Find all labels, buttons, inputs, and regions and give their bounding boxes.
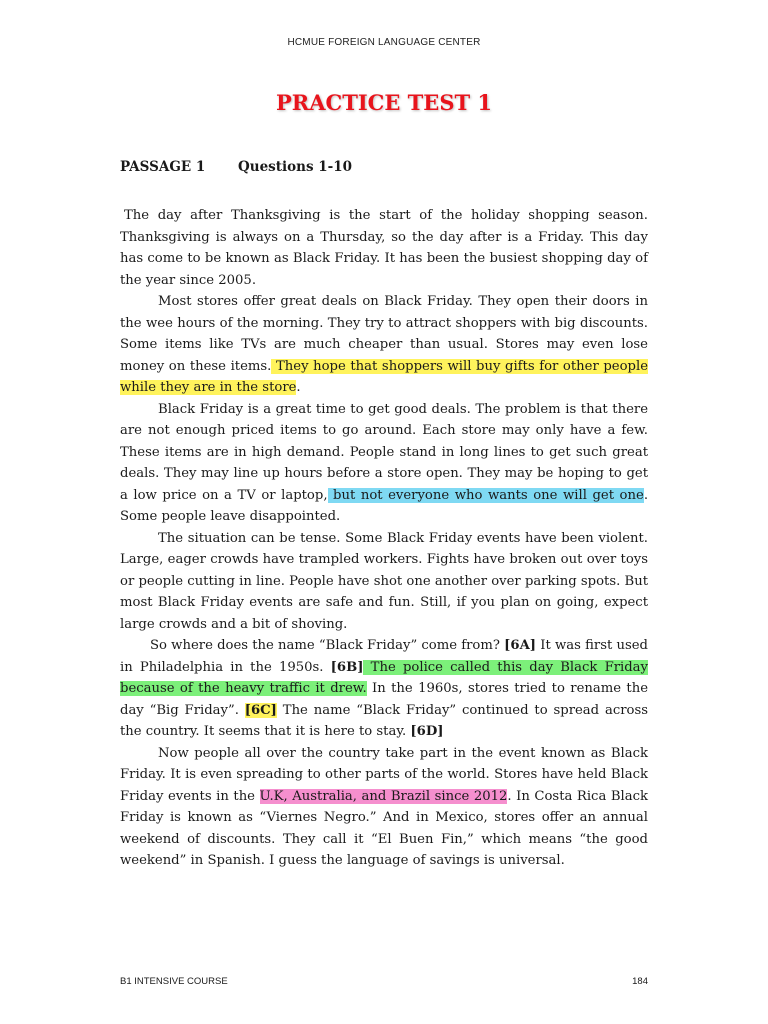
paragraph-1 — [120, 205, 648, 291]
highlight-yellow: They hope that shoppers will buy gifts for other people while they are in the store — [120, 358, 649, 395]
highlight-cyan: but not everyone who wants one will get one — [327, 487, 644, 503]
passage-heading — [120, 159, 352, 175]
insert-marker-6a: [6A] — [504, 638, 537, 653]
paragraph-6-text: Now people all over the country take part in the event known as Black Friday. It is even spreading to other parts of the world. Stores have held Black Friday events in the — [120, 745, 648, 804]
paragraph-3 — [120, 399, 648, 528]
paragraph-6 — [120, 743, 648, 872]
footer-page-number: 184 — [632, 976, 648, 987]
paragraph-1-text: The day after Thanksgiving is the start of the holiday shopping season. Thanksgiving is always on a Thursday, so the day after is a Friday. This day has come to be known as Black Friday. It has been the busiest shopping day of the year since 2005. — [120, 208, 648, 288]
paragraph-5-text-4: The name “Black Friday” continued to spread across the country. It seems that it is here to stay. — [120, 702, 648, 739]
passage-label: PASSAGE 1 — [120, 159, 206, 175]
page-header: HCMUE FOREIGN LANGUAGE CENTER — [287, 37, 481, 48]
insert-marker-6b: [6B] — [330, 659, 364, 675]
paragraph-2-text: Most stores offer great deals on Black Friday. They open their doors in the wee hours of the morning. They try to attract shoppers with big discounts. Some items like TVs are much cheaper than usual. Stores may even lose money on these items. — [120, 294, 648, 374]
paragraph-4 — [120, 528, 648, 636]
paragraph-5-text-3: In the 1960s, stores tried to rename the day “Big Friday”. — [120, 681, 648, 718]
paragraph-3-end: . Some people leave disappointed. — [120, 487, 649, 524]
paragraph-2-end: . — [296, 380, 301, 395]
paragraph-3-text: Black Friday is a great time to get good deals. The problem is that there are not enough priced items to go around. Each store may only have a few. These items are in high demand. People stand in long lines to get such great deals. They may line up hours before a store open. They may be hoping to get a low price on a TV or laptop, — [120, 401, 648, 503]
insert-marker-6c: [6C] — [244, 702, 277, 718]
page-title: PRACTICE TEST 1 — [275, 90, 493, 115]
paragraph-5-text: So where does the name “Black Friday” come from? — [150, 638, 505, 653]
questions-range: Questions 1-10 — [238, 159, 353, 175]
highlight-pink: U.K, Australia, and Brazil since 2012 — [259, 788, 508, 804]
paragraph-6-end: . In Costa Rica Black Friday is known as “Viernes Negro.” And in Mexico, stores offer an annual weekend of discounts. They call it “El Buen Fin,” which means “the good weekend” in Spanish. I guess the language of savings is universal. — [120, 788, 648, 868]
footer-course: B1 INTENSIVE COURSE — [120, 976, 228, 987]
paragraph-5 — [120, 635, 648, 743]
paragraph-2 — [120, 291, 648, 399]
highlight-green: The police called this day Black Friday because of the heavy traffic it drew. — [120, 659, 648, 696]
insert-marker-6d: [6D] — [410, 724, 444, 739]
paragraph-4-text: The situation can be tense. Some Black Friday events have been violent. Large, eager crowds have trampled workers. Fights have broken out over toys or people cutting in line. People have shot one another over parking spots. But most Black Friday events are safe and fun. Still, if you plan on going, expect large crowds and a bit of shoving. — [120, 530, 648, 632]
paragraph-5-text-2: It was first used in Philadelphia in the 1950s. — [120, 638, 648, 675]
passage-body — [120, 205, 648, 872]
